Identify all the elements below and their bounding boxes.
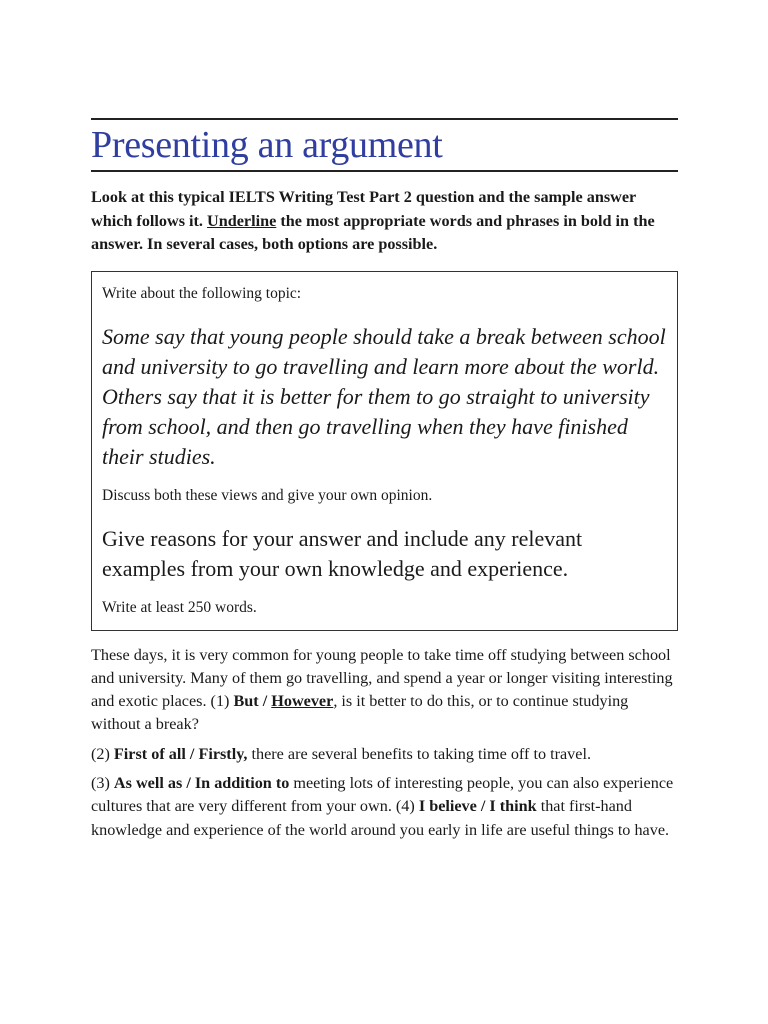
essay-p1-after: , is it better to do this, or to continue studying without a break?	[91, 692, 629, 734]
instructions-underline-word: Underline	[207, 211, 277, 230]
instructions-text-2: the most appropriate words and phrases in bold in the answer. In several cases, both options are possible.	[91, 211, 655, 253]
essay-paragraph-2	[91, 743, 678, 766]
page-title: Presenting an argument	[91, 124, 443, 166]
essay-option-4: I believe / I think	[418, 797, 537, 816]
essay-p3-after: that first-hand knowledge and experience of the world around you early in life are useful things to have.	[91, 797, 670, 839]
instructions-text-1: Look at this typical IELTS Writing Test Part 2 question and the sample answer which follows it.	[91, 188, 636, 230]
essay-option-1a: But /	[233, 692, 272, 711]
worksheet-page	[91, 118, 678, 848]
essay-paragraph-1	[91, 644, 678, 737]
essay-paragraph-3	[91, 772, 678, 842]
task-word-count: Write at least 250 words.	[102, 598, 257, 616]
instructions	[91, 186, 678, 257]
essay-option-2: First of all / Firstly,	[113, 744, 248, 763]
essay-option-3: As well as / In addition to	[113, 773, 290, 792]
essay-p2-after: there are several benefits to taking time off to travel.	[247, 744, 592, 763]
task-box	[91, 271, 678, 631]
essay-p2-num: (2)	[91, 744, 114, 763]
essay-p3-num: (3)	[91, 773, 114, 792]
essay-option-1b: However	[271, 692, 334, 711]
top-rule	[91, 118, 678, 120]
task-discuss: Discuss both these views and give your own opinion.	[102, 486, 433, 504]
task-heading: Write about the following topic:	[102, 284, 302, 302]
task-topic: Some say that young people should take a break between school and university to go travelling and learn more about the world. Others say that it is better for them to go straight to university from school, and then go travelling when they have finished their studies.	[102, 323, 666, 469]
essay-p1-text: These days, it is very common for young people to take time off studying between school and university. Many of them go travelling, and spend a year or longer visiting interesting and exotic places. (1)	[91, 645, 673, 711]
essay-p3-mid: meeting lots of interesting people, you can also experience cultures that are very different from your own. (4)	[91, 773, 674, 816]
task-reasons: Give reasons for your answer and include any relevant examples from your own knowledge and experience.	[102, 525, 583, 581]
title-rule	[91, 170, 678, 172]
sample-answer	[91, 644, 678, 842]
